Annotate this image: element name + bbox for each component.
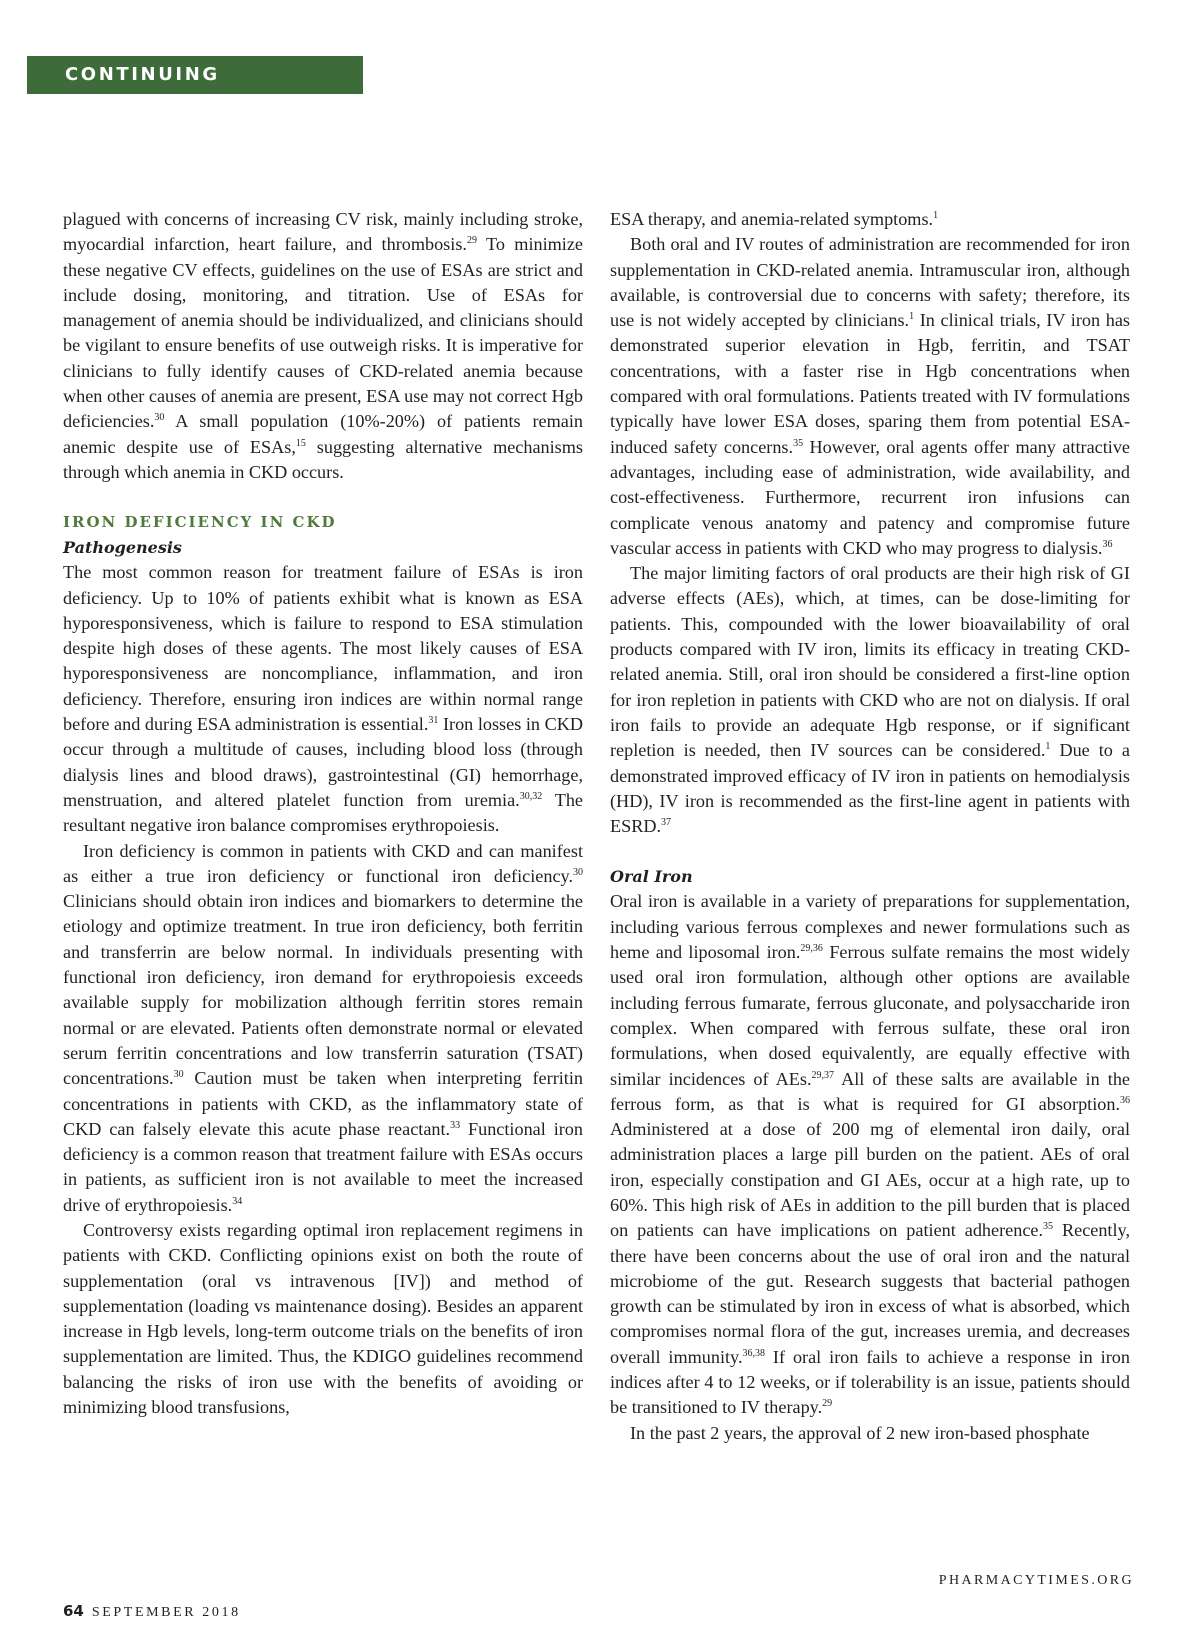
reference: 1 — [933, 210, 939, 221]
subheading: Oral Iron — [610, 867, 693, 887]
reference: 30,32 — [519, 790, 543, 802]
right-column — [610, 207, 1130, 1446]
reference: 33 — [450, 1119, 461, 1131]
paragraph: Both oral and IV routes of administration are recommended for iron supplementation in CKD-related anemia. Intramuscular iron, although available, is controversial due to concerns with safety; therefore, its use is not widely accepted by clinicians.$^1$ In clinical trials, IV iron has demonstrated superior elevation in Hgb, ferritin, and TSAT concentrations, with a faster rise in Hgb concentrations when compared with oral formulations. Patients treated with IV formulations typically have lower ESA doses, sparing them from potential ESA-induced safety concerns.$^{35}$ However, oral agents offer many attractive advantages, including ease of administration, wide availability, and cost-effectiveness. Furthermore, recurrent iron infusions can complicate venous anatomy and patency and compromise future vascular access in patients with CKD who may progress to dialysis.$^{36}$ — [610, 234, 1130, 558]
paragraph: Oral iron is available in a variety of preparations for supplementation, including various ferrous complexes and newer formulations such as heme and liposomal iron.$^{29,36}$ Ferrous sulfate remains the most widely used oral iron formulation, although other options are available including ferrous fumarate, ferrous gluconate, and polysaccharide iron complex. When compared with ferrous sulfate, these oral iron formulations, when dosed equivalently, are equally effective with similar incidences of AEs.$^{29,37}$ All of these salts are available in the ferrous form, as that is what is required for GI absorption.$^{36}$ Administered at a dose of 200 mg of elemental iron daily, oral administration places a large pill burden on the patient. AEs of oral iron, especially constipation and GI AEs, occur at a high rate, up to 60%. This high risk of AEs in addition to the pill burden that is placed on patients can have implications on patient adherence.$^{35}$ Recently, there have been concerns about the use of oral iron and the natural microbiome of the gut. Research suggests that bacterial pathogen growth can be stimulated by iron in excess of what is absorbed, which compromises normal flora of the gut, increases uremia, and decreases overall immunity.$^{36,38}$ If oral iron fails to achieve a response in iron indices after 4 to 12 weeks, or if tolerability is an issue, patients should be transitioned to IV therapy.$^{29}$ — [610, 891, 1130, 1418]
paragraph: Iron deficiency is common in patients with CKD and can manifest as either a true iron deficiency or functional iron deficiency.$^{30}$ Clinicians should obtain iron indices and biomarkers to determine the etiology and optimize treatment. In true iron deficiency, both ferritin and transferrin are below normal. In individuals presenting with functional iron deficiency, iron demand for erythropoiesis exceeds available supply for mobilization although ferritin stores remain normal or are elevated. Patients often demonstrate normal or elevated serum ferritin concentrations and low transferrin saturation (TSAT) concentrations.$^{30}$ Caution must be taken when interpreting ferritin concentrations in patients with CKD, as the inflammatory state of CKD can falsely elevate this acute phase reactant.$^{33}$ Functional iron deficiency is a common reason that treatment failure with ESAs occurs in patients, as sufficient iron is not available to meet the increased drive of erythropoiesis.$^{34}$ — [63, 840, 583, 1215]
paragraph: Controversy exists regarding optimal iron replacement regimens in patients with CKD. Conflicting opinions exist on both the route of supplementation (oral vs intravenous [IV]) and method of supplementation (loading vs maintenance dosing). Besides an apparent increase in Hgb levels, long-term outcome trials on the benefits of iron supplementation are limited. Thus, the KDIGO guidelines recommend balancing the risks of iron use with the benefits of avoiding or minimizing blood transfusions, — [63, 1219, 583, 1418]
section-heading: IRON DEFICIENCY IN CKD — [63, 513, 337, 532]
reference: 15 — [295, 437, 306, 449]
page-folio — [63, 1602, 241, 1621]
paragraph: plagued with concerns of increasing CV risk, mainly including stroke, myocardial infarction, heart failure, and thrombosis.$^{29}$ To minimize these negative CV effects, guidelines on the use of ESAs are strict and include dosing, monitoring, and titration. Use of ESAs for management of anemia should be individualized, and clinicians should be vigilant to ensure benefits of use outweigh risks. It is imperative for clinicians to fully identify causes of CKD-related anemia because when other causes of anemia are present, ESA use may not correct Hgb deficiencies.$^{30}$ A small population (10%-20%) of patients remain anemic despite use of ESAs,$^{15}$ suggesting alternative mechanisms through which anemia in CKD occurs. — [63, 209, 584, 482]
paragraph: The major limiting factors of oral products are their high risk of GI adverse effects (AEs), which, at times, can be dose-limiting for patients. This, compounded with the lower bioavailability of oral products compared with IV iron, limits its efficacy in treating CKD-related anemia. Still, oral iron should be considered a first-line option for iron repletion in patients with CKD who are not on dialysis. If oral iron fails to provide an adequate Hgb response, or if significant repletion is needed, then IV sources can be considered.$^1$ Due to a demonstrated improved efficacy of IV iron in patients on hemodialysis (HD), IV iron is recommended as the first-line agent in patients with ESRD.$^{37}$ — [610, 563, 1130, 837]
reference: 1 — [1045, 741, 1051, 753]
paragraph: The most common reason for treatment failure of ESAs is iron deficiency. Up to 10% of patients exhibit what is known as ESA hyporesponsiveness, which is failure to respond to ESA stimulation despite high doses of these agents. The most likely causes of ESA hyporesponsiveness are noncompliance, inflammation, and iron deficiency. Therefore, ensuring iron indices are within normal range before and during ESA administration is essential.$^{31}$ Iron losses in CKD occur through a multitude of causes, including blood loss (through dialysis lines and blood draws), gastrointestinal (GI) hemorrhage, menstruation, and altered platelet function from uremia.$^{30,32}$ The resultant negative iron balance compromises erythropoiesis. — [63, 562, 583, 836]
reference: 31 — [428, 715, 439, 727]
reference: 36 — [1120, 1094, 1130, 1106]
reference: 1 — [909, 311, 915, 323]
reference: 30 — [173, 1069, 184, 1081]
reference: 30 — [573, 866, 583, 878]
paragraph: ESA therapy, and anemia-related symptoms.$^1$ — [610, 209, 939, 229]
reference: 35 — [1043, 1221, 1054, 1233]
reference: 29 — [466, 235, 477, 247]
reference: 34 — [232, 1195, 243, 1207]
issue-date: SEPTEMBER 2018 — [91, 1605, 241, 1620]
reference: 36 — [1102, 538, 1113, 550]
left-column — [63, 207, 583, 1420]
page-number: 64 — [63, 1602, 84, 1620]
subheading: Pathogenesis — [63, 538, 182, 558]
reference: 29,36 — [800, 943, 823, 955]
reference: 29 — [822, 1398, 833, 1410]
reference: 36,38 — [742, 1347, 766, 1359]
reference: 30 — [154, 412, 165, 424]
paragraph: In the past 2 years, the approval of 2 new iron-based phosphate — [630, 1422, 1090, 1443]
reference: 37 — [661, 817, 672, 829]
section-label: CONTINUING EDUCATION — [65, 64, 220, 123]
section-banner — [27, 56, 363, 123]
reference: 35 — [793, 437, 804, 449]
reference: 29,37 — [811, 1069, 835, 1081]
website-link[interactable]: PHARMACYTIMES.ORG — [938, 1573, 1134, 1588]
